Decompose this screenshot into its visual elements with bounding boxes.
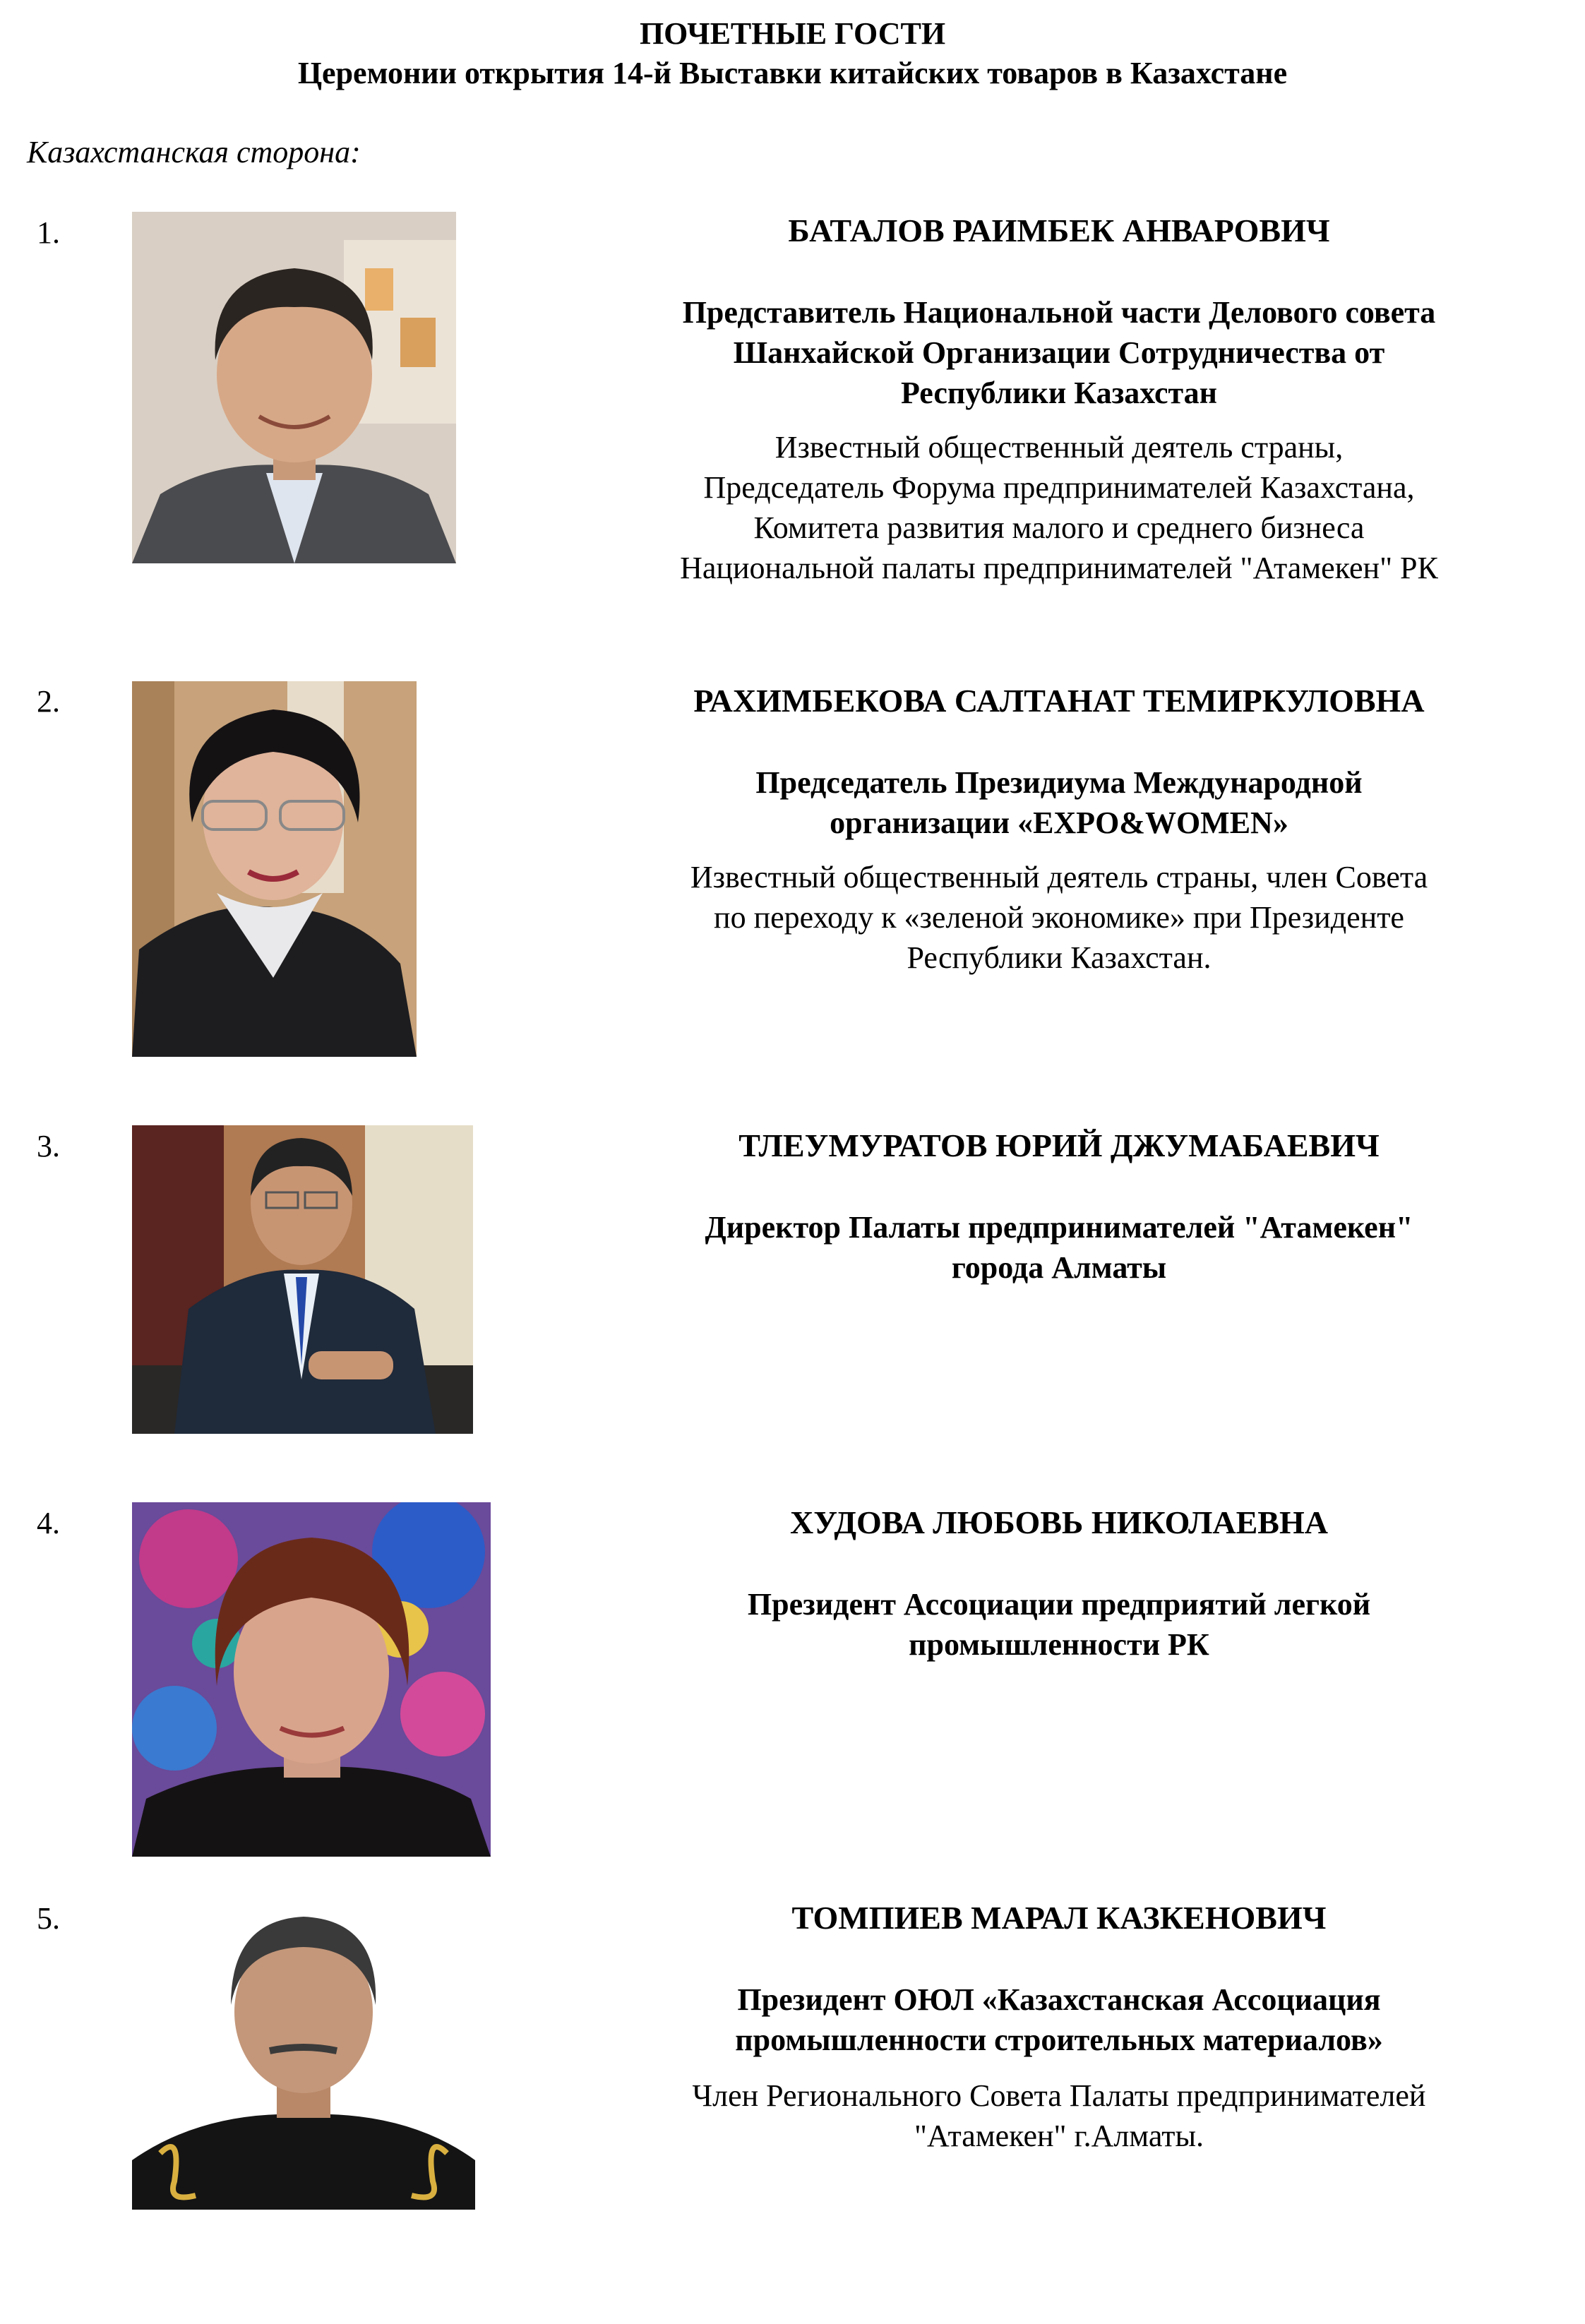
guest-number: 5. [37,1901,60,1936]
guest-description: Известный общественный деятель страны, Председатель Форума предпринимателей Казахстана, Комитета развития малого и среднего бизнеса Национальной палаты предпринимателей "Атамекен" РК [680,430,1438,585]
section-label: Казахстанская сторона: [27,135,361,169]
page-title: ПОЧЕТНЫЕ ГОСТИ [639,16,946,51]
guest-name: ТЛЕУМУРАТОВ ЮРИЙ ДЖУМАБАЕВИЧ [738,1127,1380,1163]
guest-position: Президент ОЮЛ «Казахстанская Ассоциация промышленности строительных материалов» [735,1982,1383,2057]
guest-position: Председатель Президиума Международной организации «EXPO&WOMEN» [755,765,1363,840]
guest-name: ХУДОВА ЛЮБОВЬ НИКОЛАЕВНА [790,1504,1328,1540]
guest-info [621,210,1497,588]
guest-info [621,1502,1497,1665]
guest-name: РАХИМБЕКОВА САЛТАНАТ ТЕМИРКУЛОВНА [693,683,1425,719]
guest-info [621,681,1497,978]
guest-position: Представитель Национальной части Делового совета Шанхайской Организации Сотрудничества от Республики Казахстан [682,295,1436,410]
guest-number: 1. [37,215,60,250]
guest-info [621,1125,1497,1288]
guest-position: Президент Ассоциации предприятий легкой промышленности РК [747,1587,1371,1662]
guest-name: ТОМПИЕВ МАРАЛ КАЗКЕНОВИЧ [791,1900,1327,1936]
guest-info [621,1898,1497,2156]
guest-name: БАТАЛОВ РАИМБЕК АНВАРОВИЧ [788,212,1330,248]
guest-description: Член Регионального Совета Палаты предпринимателей "Атамекен" г.Алматы. [692,2078,1426,2153]
guest-position: Директор Палаты предпринимателей "Атамекен" города Алматы [705,1210,1413,1285]
guest-photo [132,1125,473,1434]
guest-photo [132,1502,491,1857]
guest-photo [132,681,417,1057]
guest-photo [132,1899,475,2210]
guest-number: 2. [37,684,60,719]
guest-photo [132,212,456,563]
guest-description: Известный общественный деятель страны, член Совета по переходу к «зеленой экономике» при Президенте Республики Казахстан. [690,860,1428,975]
guest-number: 4. [37,1506,60,1540]
guest-number: 3. [37,1129,60,1163]
page-subtitle: Церемонии открытия 14-й Выставки китайских товаров в Казахстане [297,56,1288,90]
